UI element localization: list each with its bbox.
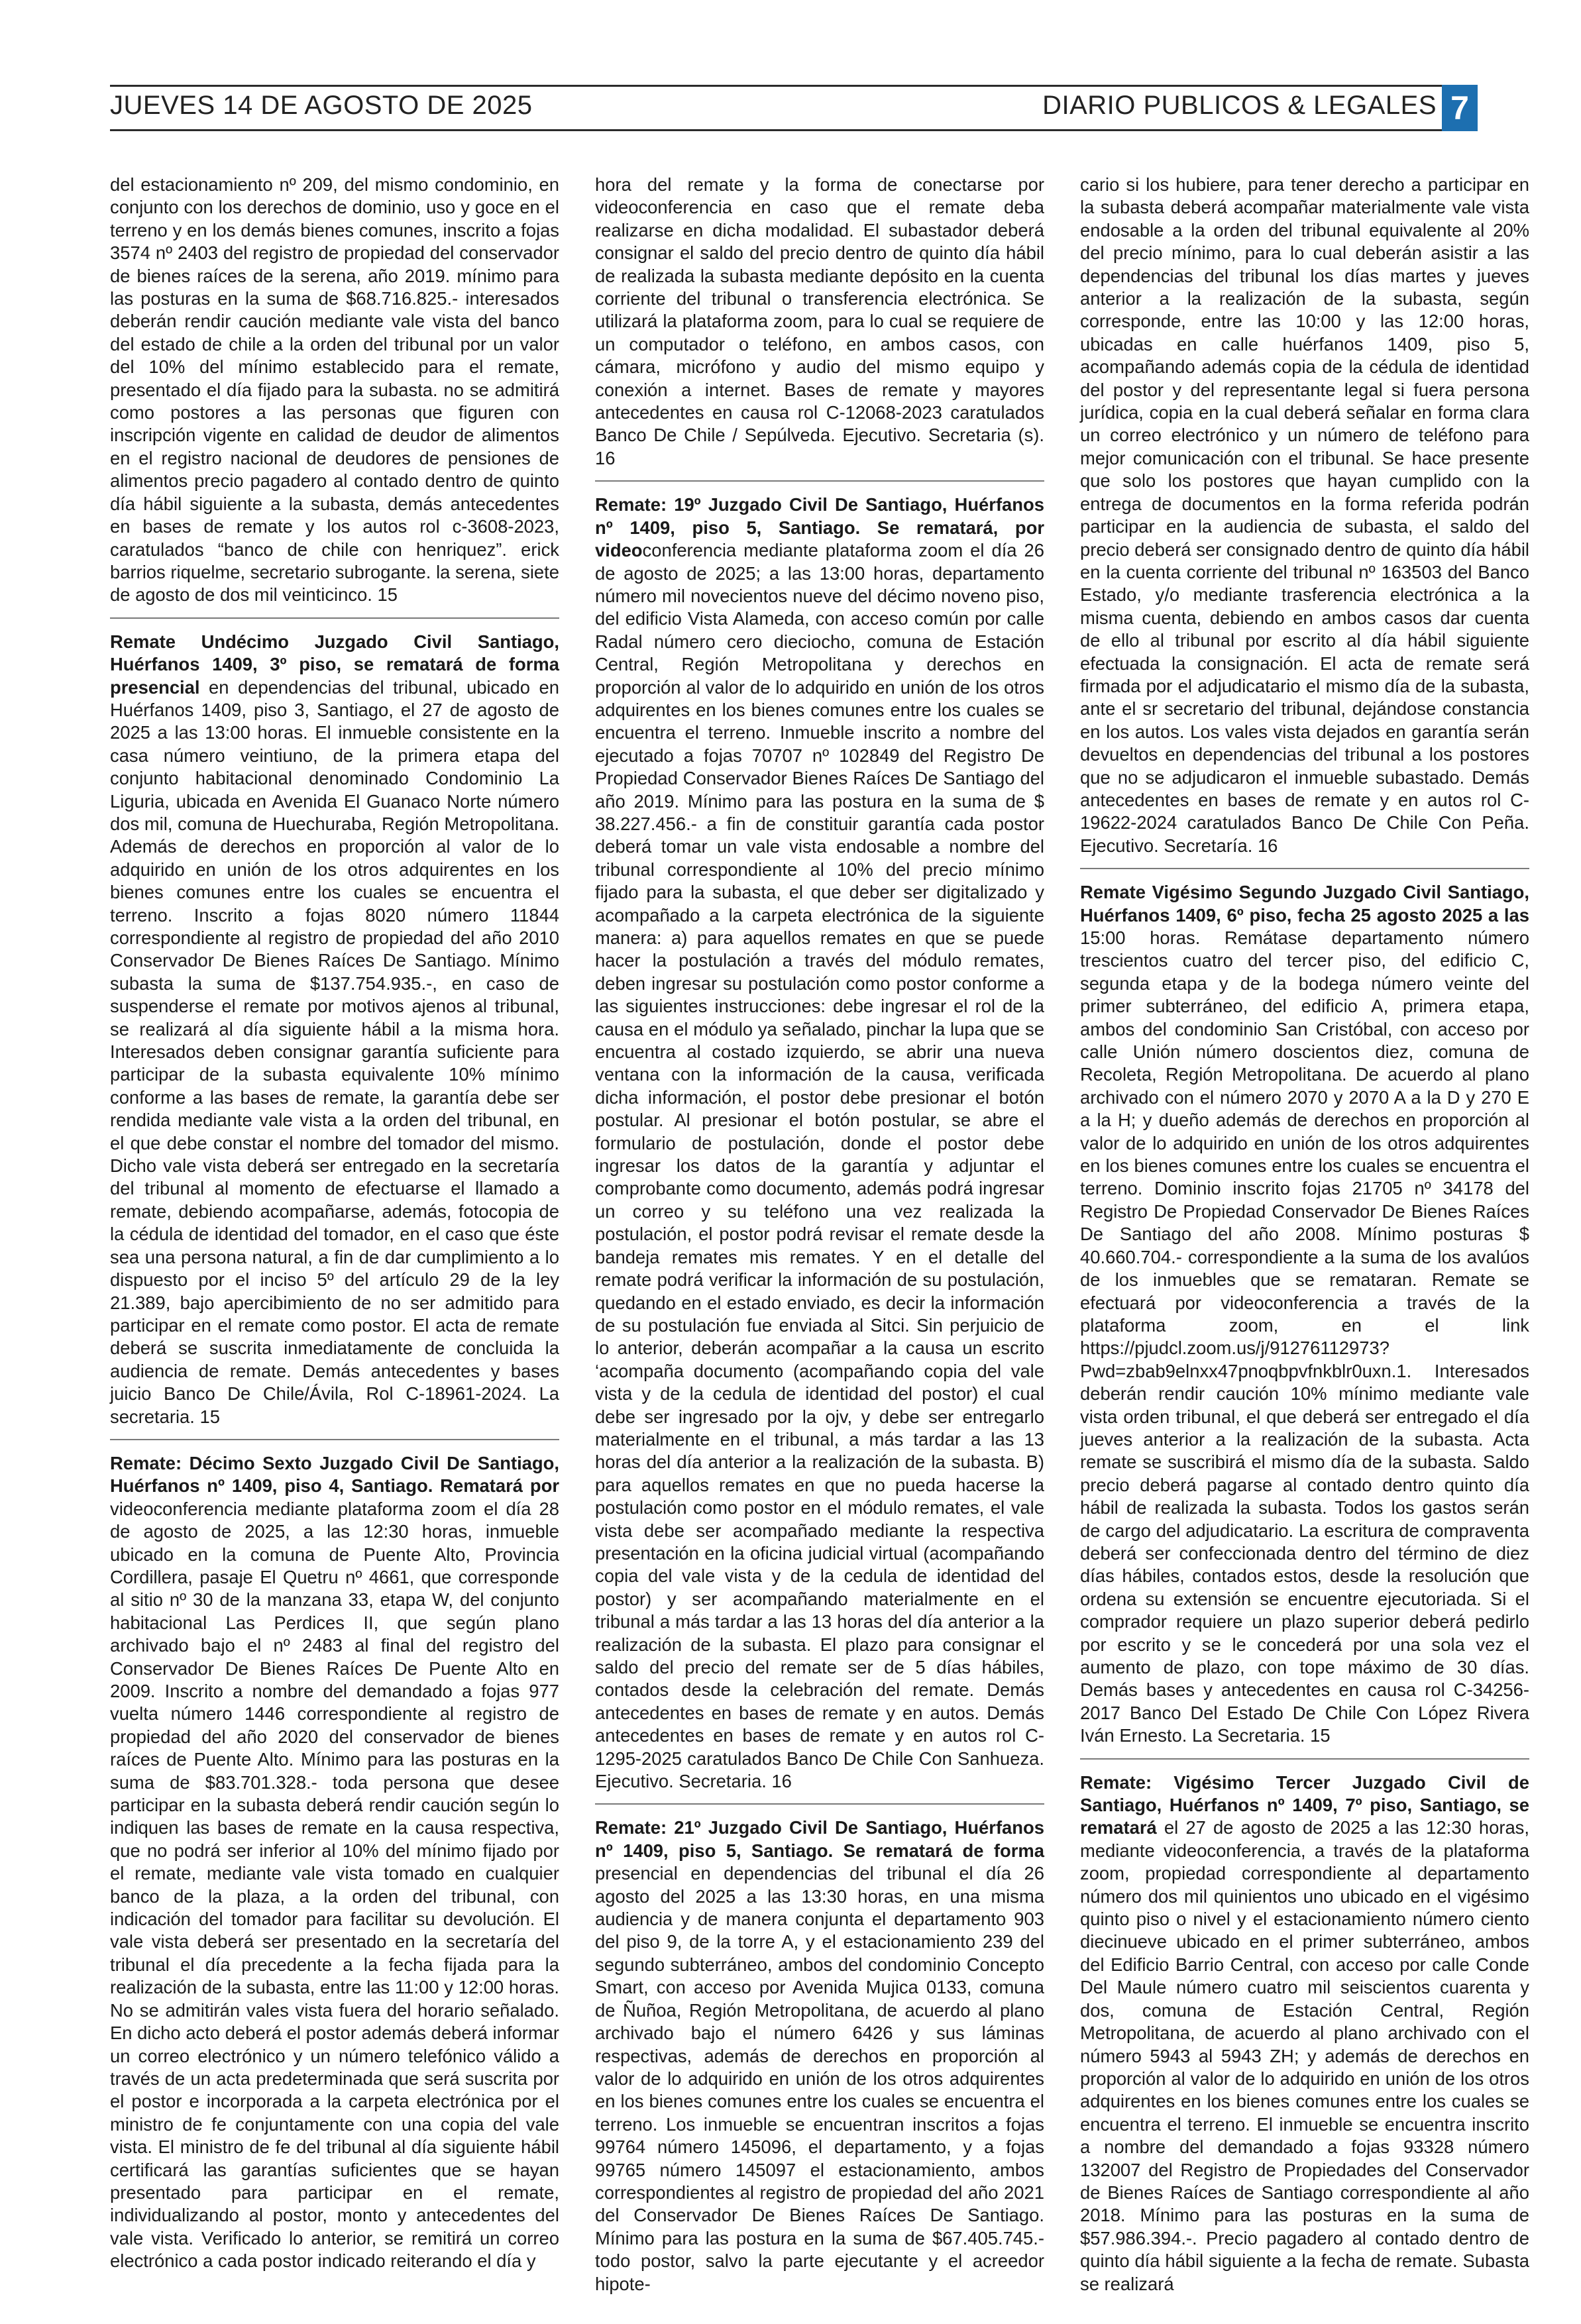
notice-item [595,480,1044,1793]
notice-body: hora del remate y la forma de conectarse por videoconferencia en caso que el remate deba realizarse en dicha modalidad. El subastador deberá consignar el saldo del precio dentro de quinto día hábil de realizada la subasta mediante depósito en la cuenta corriente del tribunal o transferencia electrónica. Se utilizará la plataforma zoom, para lo cual se requiere de un computador o teléfono, en ambos casos, con cámara, micrófono y audio del mismo equipo y conexión a internet. Bases de remate y mayores antecedentes en causa rol C-12068-2023 caratulados Banco De Chile / Sepúlveda. Ejecutivo. Secretaria (s). 16 [595,174,1044,468]
notice-heading: Remate Vigésimo Segundo Juzgado Civil Santiago, Huérfanos 1409, 6º piso, fecha 25 agosto 2025 a las [1080,882,1529,925]
notice-item [1080,1758,1529,2296]
notice-body: conferencia mediante plataforma zoom el día 26 de agosto de 2025; a las 13:00 horas, departamento número mil novecientos nueve del décimo noveno piso, del edificio Vista Alameda, con acceso común por calle Radal número cero dieciocho, comuna de Estación Central, Región Metropolitana y derechos en proporción al valor de lo adquirido en unión de los otros adquirentes en los bienes comunes entre los cuales se encuentra el terreno. Inmueble inscrito a nombre del ejecutado a fojas 70707 nº 102849 del Registro De Propiedad Conservador Bienes Raíces De Santiago del año 2019. Mínimo para las postura en la suma de $ 38.227.456.- a fin de constituir garantía cada postor deberá tomar un vale vista endosable a nombre del tribunal correspondiente al 10% del precio mínimo fijado para la subasta, el que deber ser digitalizado y acompañado a la carpeta electrónica de la siguiente manera: a) para aquellos remates en que se puede hacer la postulación a través del módulo remates, deben ingresar su postulación como postor conforme a las siguientes instrucciones: debe ingresar el rol de la causa en el módulo ya señalado, pinchar la lupa que se encuentra al costado izquierdo, se abrir una nueva ventana con la información de la causa, verificada dicha información, el postor debe presionar el botón postular. Al presionar el botón postular, se abre el formulario de postulación, donde el postor debe ingresar los datos de la garantía y adjuntar el comprobante como documento, además podrá ingresar un correo y su teléfono una vez realizada la postulación, el postor podrá revisar el remate desde la bandeja remates mis remates. Y en el detalle del remate podrá verificar la información de su postulación, quedando en el estado enviado, es decir la información de su postulación fue enviada al Sitci. Sin perjuicio de lo anterior, deberán acompañar a la causa un escrito ‘acompaña documento (acompañando copia del vale vista y de la cedula de identidad del postor) el cual debe ser ingresado por la ojv, y debe ser entregarlo materialmente en el tribunal, a más tardar a las 13 horas del día anterior a la realización de la subasta. B) para aquellos remates en que no pueda hacerse la postulación como postor en el módulo remates, el vale vista debe ser acompañado mediante la respectiva presentación en la oficina judicial virtual (acompañando copia del vale vista y de la cedula de identidad del postor) y ser acompañando materialmente en el tribunal a más tardar a las 13 horas del día anterior a la realización de la subasta. El plazo para consignar el saldo del precio del remate ser de 5 días hábiles, contados desde la celebración del remate. Demás antecedentes en bases de remate y en autos. Demás antecedentes en bases de remate y en autos rol C-1295-2025 caratulados Banco De Chile Con Sanhueza. Ejecutivo. Secretaria. 16 [595,540,1044,1792]
page-header [110,85,1478,131]
notice-item [595,1803,1044,2296]
notice-item [110,617,559,1428]
notice-body: en dependencias del tribunal, ubicado en Huérfanos 1409, piso 3, Santiago, el 27 de agosto de 2025 a las 13:00 horas. El inmueble consistente en la casa número veintiuno, de la primera etapa del conjunto habitacional denominado Condominio La Liguria, ubicada en Avenida El Guanaco Norte número dos mil, comuna de Huechuraba, Región Metropolitana. Además de derechos en proporción al valor de lo adquirido en unión de los otros adquirentes en los bienes comunes entre los cuales se encuentra el terreno. Inscrito a fojas 8020 número 11844 correspondiente al registro de propiedad del año 2010 Conservador De Bienes Raíces De Santiago. Mínimo subasta la suma de $137.754.935.-, en caso de suspenderse el remate por motivos ajenos al tribunal, se realizará al día siguiente hábil a la misma hora. Interesados deben consignar garantía suficiente para participar de la subasta equivalente 10% mínimo conforme a las bases de remate, la garantía debe ser rendida mediante vale vista a la orden del tribunal, en el que debe constar el nombre del tomador del mismo. Dicho vale vista deberá ser entregado en la secretaría del tribunal al momento de efectuarse el llamado a remate, debiendo acompañarse, además, fotocopia de la cédula de identidad del tomador, en el caso que éste sea una persona natural, a fin de dar cumplimiento a lo dispuesto por el inciso 5º del artículo 29 de la ley 21.389, bajo apercibimiento de no ser admitido para participar en el remate como postor. El acta de remate deberá se suscrita inmediatamente de concluida la audiencia de remate. Demás antecedentes y bases juicio Banco De Chile/Ávila, Rol C-18961-2024. La secretaria. 15 [110,676,559,1427]
notice-heading: Remate: 21º Juzgado Civil De Santiago, Huérfanos nº 1409, piso 5, Santiago. Se rematará de forma [595,1817,1044,1861]
column-1 [110,174,559,2273]
notice-continuation [110,174,559,607]
notice-item [110,1439,559,2273]
notice-heading: Remate: 19º Juzgado Civil De Santiago, Huérfanos nº 1409, piso 5, Santiago. Se rematará, por video [595,494,1044,561]
notice-heading: Remate: Décimo Sexto Juzgado Civil De Santiago, Huérfanos nº 1409, piso 4, Santiago. Rematará por [110,1452,559,1497]
page-number: 7 [1442,85,1478,131]
issue-date: JUEVES 14 DE AGOSTO DE 2025 [110,91,533,120]
publication-title: DIARIO PUBLICOS & LEGALES [1042,91,1437,120]
column-2 [595,174,1044,2296]
notice-body: videoconferencia mediante plataforma zoom el día 28 de agosto de 2025, a las 12:30 horas, inmueble ubicado en la comuna de Puente Alto, Provincia Cordillera, pasaje El Quetru nº 4661, que corresponde al sitio nº 30 de la manzana 33, etapa W, del conjunto habitacional Las Perdices II, que según plano archivado bajo el nº 2483 al final del registro del Conservador De Bienes Raíces De Puente Alto en 2009. Inscrito a nombre del demandado a fojas 977 vuelta número 1446 correspondiente al registro de propiedad del año 2020 del conservador de bienes raíces de Puente Alto. Mínimo para las posturas en la suma de $83.701.328.- toda persona que desee participar en la subasta deberá rendir caución según lo indiquen las bases de remate en la causa respectiva, que no podrá ser inferior al 10% del mínimo fijado por el remate, mediante vale vista tomado en cualquier banco de la plaza, a la orden del tribunal, con indicación del tomador para facilitar su devolución. El vale vista deberá ser presentado en la secretaría del tribunal el día precedente a la fecha fijada para la realización de la subasta, entre las 11:00 y 12:00 horas. No se admitirán vales vista fuera del horario señalado. En dicho acto deberá el postor además deberá informar un correo electrónico y un número telefónico válido a través de un acta predeterminada que será suscrita por el postor e incorporada a la carpeta electrónica por el ministro de fe conjuntamente con una copia del vale vista. El ministro de fe del tribunal al día siguiente hábil certificará las garantías suficientes que se hayan presentado para participar en el remate, individualizando al postor, monto y antecedentes del vale vista. Verificado lo anterior, se remitirá un correo electrónico a cada postor indicado reiterando el día y [110,1498,559,2272]
notice-body: 15:00 horas. Remátase departamento número trescientos cuatro del tercer piso, del edificio C, segunda etapa y de la bodega número veinte del primer subterráneo, del edificio A, primera etapa, ambos del condominio San Cristóbal, con acceso por calle Unión número doscientos diez, comuna de Recoleta, Región Metropolitana. De acuerdo al plano archivado con el número 2070 y 2070 A a la D y 270 E a la H; y dueño además de derechos en proporción al valor de lo adquirido en unión de los otros adquirentes en los bienes comunes entre los cuales se encuentra el terreno. Dominio inscrito fojas 21705 nº 34178 del Registro De Propiedad Conservador De Bienes Raíces De Santiago del año 2008. Mínimo posturas $ 40.660.704.- correspondiente a la suma de los avalúos de los inmuebles que se remataran. Remate se efectuará por videoconferencia a través de la plataforma zoom, en el link https://pjudcl.zoom.us/j/91276112973?Pwd=zbab9elnxx47pnoqbpvfnkblr0uxn.1. Interesados deberán rendir caución 10% mínimo mediante vale vista orden tribunal, el que deberá ser entregado el día jueves anterior a la realización de la subasta. Acta remate se suscribirá el mismo día de la subasta. Saldo precio deberá pagarse al contado dentro quinto día hábil de realizada la subasta. Todos los gastos serán de cargo del adjudicatario. La escritura de compraventa deberá ser confeccionada dentro del término de diez días hábiles, contados estos, desde la resolución que ordena su extensión se encuentre ejecutoriada. Si el comprador requiere un plazo superior deberá pedirlo por escrito y se le concederá por una sola vez el aumento de plazo, con tope máximo de 30 días. Demás bases y antecedentes en causa rol C-34256-2017 Banco Del Estado De Chile Con López Rivera Iván Ernesto. La Secretaria. 15 [1080,927,1529,1746]
notice-continuation [595,174,1044,470]
column-3 [1080,174,1529,2296]
notice-item [1080,868,1529,1747]
notice-body: presencial en dependencias del tribunal el día 26 agosto del 2025 a las 13:30 horas, en una misma audiencia y de manera conjunta el departamento 903 del piso 9, de la torre A, y el estacionamiento 239 del segundo subterráneo, ambos del condominio Concepto Smart, con acceso por Avenida Mujica 0133, comuna de Ñuñoa, Región Metropolitana, de acuerdo al plano archivado bajo el número 6426 y sus láminas respectivas, además de derechos en proporción al valor de lo adquirido en unión de los otros adquirentes en los bienes comunes entre los cuales se encuentra el terreno. Los inmueble se encuentran inscritos a fojas 99764 número 145096, el departamento, y a fojas 99765 número 145097 el estacionamiento, ambos correspondientes al registro de propiedad del año 2021 del Conservador De Bienes Raíces De Santiago. Mínimo para las postura en la suma de $67.405.745.- todo postor, salvo la parte ejecutante y el acreedor hipote- [595,1863,1044,2294]
notice-heading: Remate: Vigésimo Tercer Juzgado Civil de Santiago, Huérfanos nº 1409, 7º piso, Santiago, se rematará [1080,1771,1529,1838]
notice-heading: Remate Undécimo Juzgado Civil Santiago, Huérfanos 1409, 3º piso, se rematará de forma presencial [110,631,559,698]
notice-continuation [1080,174,1529,857]
notice-body: el 27 de agosto de 2025 a las 12:30 horas, mediante videoconferencia, a través de la plataforma zoom, propiedad correspondiente al departamento número dos mil quinientos uno ubicado en el vigésimo quinto piso o nivel y el estacionamiento número ciento diecinueve ubicado en el primer subterráneo, ambos del Edificio Barrio Central, con acceso por calle Conde Del Maule número cuatro mil seiscientos cuarenta y dos, comuna de Estación Central, Región Metropolitana, de acuerdo al plano archivado con el número 5943 al 5943 ZH; y además de derechos en proporción al valor de lo adquirido en unión de los otros adquirentes en los bienes comunes entre los cuales se encuentra el terreno. El inmueble se encuentra inscrito a nombre del demandado a fojas 93328 número 132007 del Registro de Propiedades del Conservador de Bienes Raíces de Santiago correspondiente al año 2018. Mínimo para las posturas en la suma de $57.986.394.-. Precio pagadero al contado dentro de quinto día hábil siguiente a la fecha de remate. Subasta se realizará [1080,1817,1529,2294]
notice-body: cario si los hubiere, para tener derecho a participar en la subasta deberá acompañar materialmente vale vista endosable a la orden del tribunal equivalente al 20% del precio mínimo, para lo cual deberán asistir a las dependencias del tribunal los días martes y jueves anterior a la realización de la subasta, según corresponde, entre las 10:00 y las 12:00 horas, ubicadas en calle huérfanos 1409, piso 5, acompañando además copia de la cédula de identidad del postor y del representante legal si fuera persona jurídica, copia en la cual deberá señalar en forma clara un correo electrónico y un número de teléfono para mejor comunicación con el tribunal. Se hace presente que solo los postores que hayan cumplido con la entrega de documentos en la forma referida podrán participar en la audiencia de subasta, el saldo del precio deberá ser consignado dentro de quinto día hábil en la cuenta corriente del tribunal nº 163503 del Banco Estado, y/o mediante trasferencia electrónica a la misma cuenta, debiendo en ambos casos dar cuenta de ello al tribunal por escrito al día hábil siguiente efectuada la consignación. El acta de remate será firmada por el adjudicatario el mismo día de la subasta, ante el sr secretario del tribunal, dejándose constancia en los autos. Los vales vista dejados en garantía serán devueltos en dependencias del tribunal a los postores que no se adjudicaron el inmueble subastado. Demás antecedentes en bases de remate y en autos rol C-19622-2024 caratulados Banco De Chile Con Peña. Ejecutivo. Secretaría. 16 [1080,174,1529,856]
notice-body: del estacionamiento nº 209, del mismo condominio, en conjunto con los derechos de dominio, uso y goce en el terreno y en los demás bienes comunes, inscrito a fojas 3574 nº 2403 del registro de propiedad del conservador de bienes raíces de la serena, año 2019. mínimo para las posturas en la suma de $68.716.825.- interesados deberán rendir caución mediante vale vista del banco del estado de chile a la orden del tribunal por un valor del 10% del mínimo establecido para el remate, presentado el día fijado para la subasta. no se admitirá como postores a las personas que figuren con inscripción vigente en calidad de deudor de alimentos en el registro nacional de deudores de pensiones de alimentos precio pagadero al contado dentro de quinto día hábil siguiente a la subasta, demás antecedentes en bases de remate y los autos rol c-3608-2023, caratulados “banco de chile con henriquez”. erick barrios riquelme, secretario subrogante. la serena, siete de agosto de dos mil veinticinco. 15 [110,174,559,606]
